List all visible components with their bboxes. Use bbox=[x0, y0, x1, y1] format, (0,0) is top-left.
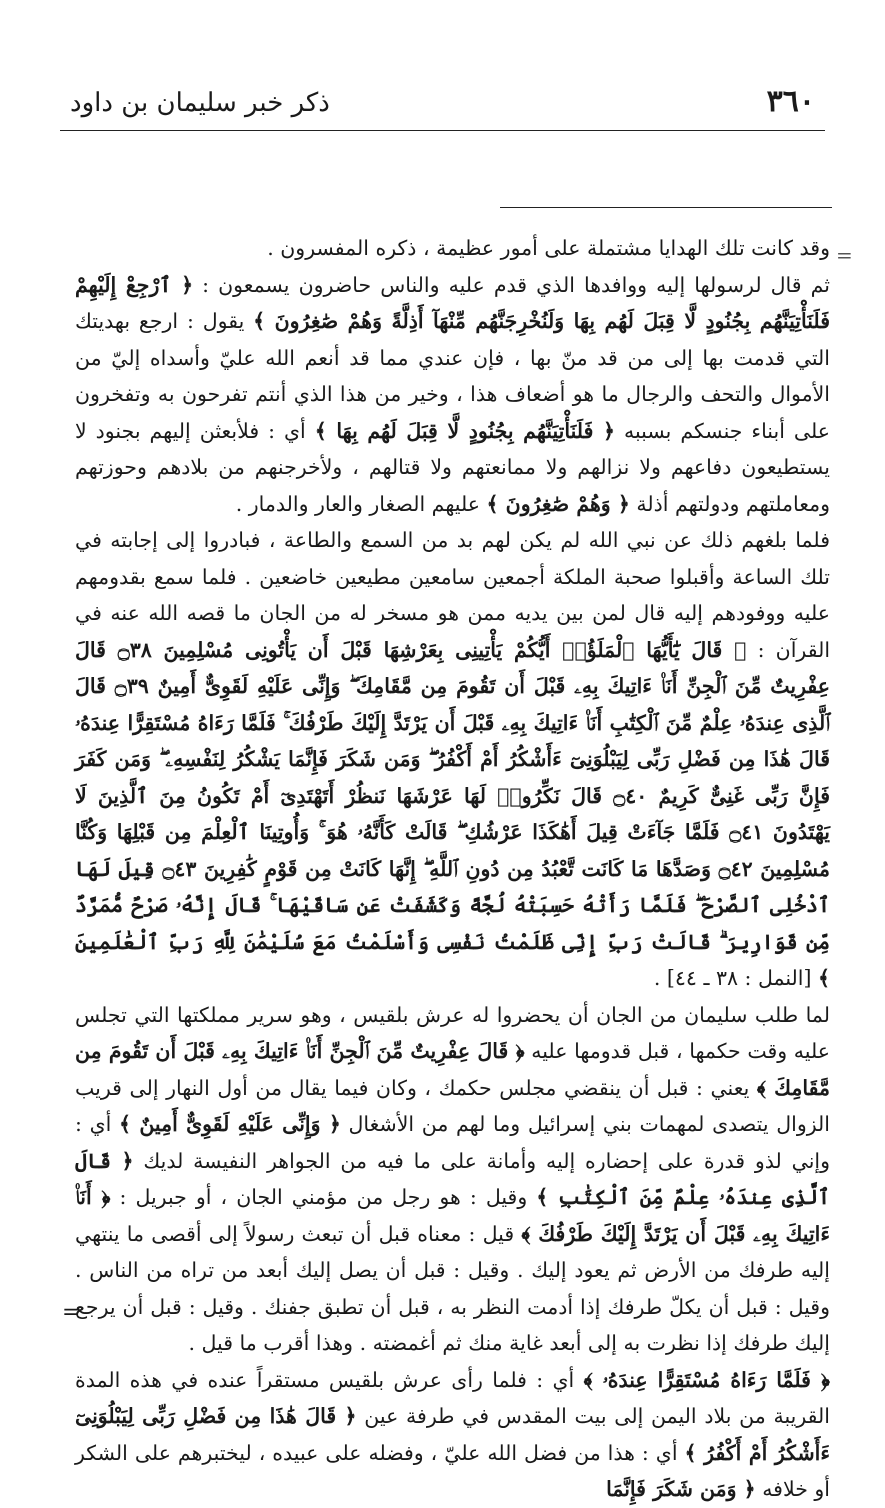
text-segment: [النمل : ٣٨ ـ ٤٤] . bbox=[653, 966, 818, 990]
quran-verse: ﴿ فَلَمَّا رَءَاهُ مُسْتَقِرًّا عِندَهُۥ ﴾ bbox=[583, 1367, 830, 1392]
paragraph bbox=[75, 997, 830, 1362]
quran-verse: ﴿ أَنَا۠ ءَاتِيكَ بِهِۦ قَبْلَ أَن يَرْتَدَّ إِلَيْكَ طَرْفُكَ ﴾ bbox=[75, 1185, 830, 1246]
running-title: ذكر خبر سليمان بن داود bbox=[70, 88, 330, 118]
continuation-mark: = bbox=[836, 243, 853, 267]
text-segment: وقيل : هو رجل من مؤمني الجان ، أو جبريل : bbox=[110, 1185, 537, 1209]
quran-verse: ﴿ قَالَ هَٰذَا مِن فَضْلِ رَبِّى لِيَبْلُوَنِىٓ ءَأَشْكُرُ أَمْ أَكْفُرُ ﴾ bbox=[75, 1404, 830, 1465]
paragraph bbox=[75, 230, 830, 267]
quran-verse: ﴿ قَالَ ٱلَّذِى عِندَهُۥ عِلْمٌ مِّنَ ٱلْكِتَٰبِ ﴾ bbox=[75, 1148, 831, 1209]
text-segment: يقول : ارجع بهديتك التي قدمت بها إلى من قد منّ بها ، فإن عندي مما قد أنعم الله عليّ وأسداه إليّ من الأموال والتحف والرجال ما هو أضعاف هذا ، وخير من هذا الذي أنتم تفرحون به وتفخرون على أبناء جنسكم بسببه bbox=[75, 309, 830, 443]
quran-verse: ﴿ ٱرْجِعْ إِلَيْهِمْ فَلَنَأْتِيَنَّهُم بِجُنُودٍ لَّا قِبَلَ لَهُم بِهَا وَلَنُخْرِجَنَّهُم مِّنْهَآ أَذِلَّةً وَهُمْ صَٰغِرُونَ ﴾ bbox=[75, 272, 830, 333]
text-segment: ثم قال لرسولها إليه ووافدها الذي قدم عليه والناس حاضرون يسمعون : bbox=[193, 272, 830, 297]
quran-verse: ﴿ وَهُمْ صَٰغِرُونَ ﴾ bbox=[486, 491, 630, 516]
text-segment: لما طلب سليمان من الجان أن يحضروا له عرش بلقيس ، وهو سرير مملكتها التي تجلس عليه وقت حكمها ، قبل قدومها عليه bbox=[75, 1002, 830, 1063]
text-segment: أي : هذا من فضل الله عليّ ، وفضله على عبيده ، ليختبرهم على الشكر أو خلافه bbox=[75, 1440, 830, 1501]
text-segment: أي : فلما رأى عرش بلقيس مستقراً عنده في هذه المدة القريبة من بلاد اليمن إلى بيت المقدس في طرفة عين bbox=[75, 1367, 830, 1428]
text-segment: عليهم الصغار والعار والدمار . bbox=[235, 491, 487, 516]
text-segment: أي : فلأبعثن إليهم بجنود لا يستطيعون دفاعهم ولا نزالهم ولا ممانعتهم ولا قتالهم ، ولأخرجنهم من بلادهم وحوزتهم ومعاملتهم ودولتهم أذلة bbox=[75, 418, 830, 516]
continuation-end-mark: = bbox=[62, 1300, 81, 1325]
text-segment: وقد كانت تلك الهدايا مشتملة على أمور عظيمة ، ذكره المفسرون . bbox=[267, 236, 830, 260]
paragraph bbox=[75, 522, 830, 997]
page-number: ٣٦٠ bbox=[766, 84, 815, 119]
text-segment: قيل : معناه قبل أن تبعث رسولاً إلى أقصى ما ينتهي إليه طرفك من الأرض ثم يعود إليك . وقيل : قبل أن يصل إليك أبعد من تراه من الناس . وقيل : قبل أن يكلّ طرفك إذا أدمت النظر به ، قبل أن تطبق جفنك . وقيل : قبل أن يرجع إليك طرفك إذا نظرت به إلى أبعد غاية منك ثم أغمضته . وهذا أقرب ما قيل . bbox=[75, 1221, 830, 1355]
footnote-divider bbox=[500, 207, 832, 208]
text-segment: أي : وإني لذو قدرة على إحضاره إليه وأمانة على ما فيه من الجواهر النفيسة لديك bbox=[75, 1112, 830, 1173]
quran-verse: ﴿ قَالَ يَٰٓأَيُّهَا ٱلْمَلَؤُا۟ أَيُّكُمْ يَأْتِينِى بِعَرْشِهَا قَبْلَ أَن يَأْتُونِى مُسْلِمِينَ ۝٣٨ قَالَ عِفْرِيتٌ مِّنَ ٱلْجِنِّ أَنَا۠ ءَاتِيكَ بِهِۦ قَبْلَ أَن تَقُومَ مِن مَّقَامِكَ ۖ وَإِنِّى عَلَيْهِ لَقَوِىٌّ أَمِينٌ ۝٣٩ قَالَ ٱلَّذِى عِندَهُۥ عِلْمٌ مِّنَ ٱلْكِتَٰبِ أَنَا۠ ءَاتِيكَ بِهِۦ قَبْلَ أَن يَرْتَدَّ إِلَيْكَ طَرْفُكَ ۚ فَلَمَّا رَءَاهُ مُسْتَقِرًّا عِندَهُۥ قَالَ هَٰذَا مِن فَضْلِ رَبِّى لِيَبْلُوَنِىٓ ءَأَشْكُرُ أَمْ أَكْفُرُ ۖ وَمَن شَكَرَ فَإِنَّمَا يَشْكُرُ لِنَفْسِهِۦ ۖ وَمَن كَفَرَ فَإِنَّ رَبِّى غَنِىٌّ كَرِيمٌ ۝٤٠ قَالَ نَكِّرُوا۟ لَهَا عَرْشَهَا نَنظُرْ أَتَهْتَدِىٓ أَمْ تَكُونُ مِنَ ٱلَّذِينَ لَا يَهْتَدُونَ ۝٤١ فَلَمَّا جَآءَتْ قِيلَ أَهَٰكَذَا عَرْشُكِ ۖ قَالَتْ كَأَنَّهُۥ هُوَ ۚ وَأُوتِينَا ٱلْعِلْمَ مِن قَبْلِهَا وَكُنَّا مُسْلِمِينَ ۝٤٢ وَصَدَّهَا مَا كَانَت تَّعْبُدُ مِن دُونِ ٱللَّهِ ۖ إِنَّهَا كَانَتْ مِن قَوْمٍ كَٰفِرِينَ ۝٤٣ قِيلَ لَهَا ٱدْخُلِى ٱلصَّرْحَ ۖ فَلَمَّا رَأَتْهُ حَسِبَتْهُ لُجَّةً وَكَشَفَتْ عَن سَاقَيْهَا ۚ قَالَ إِنَّهُۥ صَرْحٌ مُّمَرَّدٌ مِّن قَوَارِيرَ ۗ قَالَتْ رَبِّ إِنِّى ظَلَمْتُ نَفْسِى وَأَسْلَمْتُ مَعَ سُلَيْمَٰنَ لِلَّهِ رَبِّ ٱلْعَٰلَمِينَ ﴾ bbox=[75, 637, 830, 990]
quran-verse: ﴿ فَلَنَأْتِيَنَّهُم بِجُنُودٍ لَّا قِبَلَ لَهُم بِهَا ﴾ bbox=[314, 418, 615, 443]
paragraph bbox=[75, 267, 830, 523]
page-header bbox=[60, 80, 825, 131]
quran-verse: ﴿ وَمَن شَكَرَ فَإِنَّمَا bbox=[606, 1477, 756, 1501]
page-body bbox=[75, 230, 830, 1508]
paragraph bbox=[75, 1362, 830, 1508]
text-segment: فلما بلغهم ذلك عن نبي الله لم يكن لهم بد من السمع والطاعة ، فبادروا إلى إجابته في تلك الساعة وأقبلوا صحبة الملكة أجمعين سامعين مطيعين خاضعين . فلما سمع بقدومهم عليه ووفودهم إليه قال لمن بين يديه ممن هو مسخر له من الجان ما قصه الله عنه في القرآن : bbox=[75, 528, 831, 662]
quran-verse: ﴿ قَالَ عِفْرِيتٌ مِّنَ ٱلْجِنِّ أَنَا۠ ءَاتِيكَ بِهِۦ قَبْلَ أَن تَقُومَ مِن مَّقَامِكَ ﴾ bbox=[75, 1039, 830, 1100]
quran-verse: ﴿ وَإِنِّى عَلَيْهِ لَقَوِىٌّ أَمِينٌ ﴾ bbox=[119, 1112, 341, 1136]
text-segment: يعني : قبل أن ينقضي مجلس حكمك ، وكان فيما يقال من أول النهار إلى قريب الزوال يتصدى لمهمات بني إسرائيل وما لهم من الأشغال bbox=[75, 1075, 830, 1136]
